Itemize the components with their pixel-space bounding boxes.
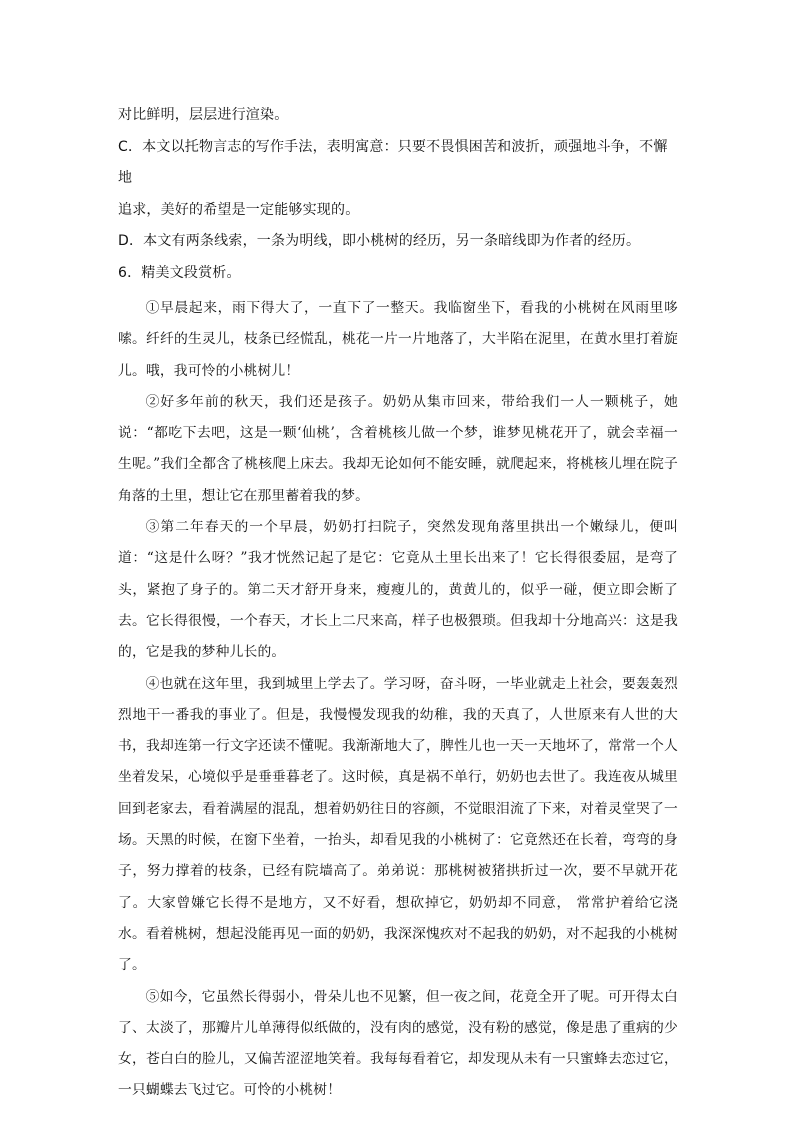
passage-paragraph-2: ②好多年前的秋天，我们还是孩子。奶奶从集市回来，带给我们一人一颗桃子，她说：“都吃下去吧，这是一颗‘仙桃’，含着桃核儿做一个梦，谁梦见桃花开了，就会幸福一生呢。”我们全都含了桃核爬上床去。我却无论如何不能安睡，就爬起来，将桃核儿埋在院子角落的土里，想让它在那里蓄着我的梦。 xyxy=(118,393,678,504)
document-content xyxy=(118,100,678,1107)
option-c-line-2: 追求，美好的希望是一定能够实现的。 xyxy=(118,201,360,218)
question-6-heading: 6．精美文段赏析。 xyxy=(118,264,241,281)
option-c-line-1: C．本文以托物言志的写作手法，表明寓意：只要不畏惧困苦和波折，顽强地斗争，不懈地 xyxy=(118,138,668,186)
passage-paragraph-3: ③第二年春天的一个早晨，奶奶打扫院子，突然发现角落里拱出一个嫩绿儿，便叫道：“这是什么呀？”我才恍然记起了是它：它竟从土里长出来了！它长得很委屈，是弯了头，紧抱了身子的。第二天才舒开身来，瘦瘦儿的，黄黄儿的，似乎一碰，便立即会断了去。它长得很慢，一个春天，才长上二尺来高，样子也极猥琐。但我却十分地高兴：这是我的，它是我的梦种儿长的。 xyxy=(118,519,678,661)
option-d-line: D．本文有两条线索，一条为明线，即小桃树的经历，另一条暗线即为作者的经历。 xyxy=(118,233,641,249)
text-line-1: 对比鲜明，层层进行渲染。 xyxy=(118,107,289,123)
passage-paragraph-1: ①早晨起来，雨下得大了，一直下了一整天。我临窗坐下，看我的小桃树在风雨里哆嗦。纤纤的生灵儿，枝条已经慌乱，桃花一片一片地落了，大半陷在泥里，在黄水里打着旋儿。哦，我可怜的小桃树儿！ xyxy=(118,300,678,379)
passage-paragraph-5: ⑤如今，它虽然长得弱小，骨朵儿也不见繁，但一夜之间，花竟全开了呢。可开得太白了、太淡了，那瓣片儿单薄得似纸做的，没有肉的感觉，没有粉的感觉，像是患了重病的少女，苍白白的脸儿，又偏苦涩涩地笑着。我每每看着它，却发现从未有一只蜜蜂去恋过它，一只蝴蝶去飞过它。可怜的小桃树！ xyxy=(118,988,678,1099)
reading-passage xyxy=(118,293,678,1107)
passage-paragraph-4: ④也就在这年里，我到城里上学去了。学习呀，奋斗呀，一毕业就走上社会，要轰轰烈烈地干一番我的事业了。但是，我慢慢发现我的幼稚，我的天真了，人世原来有人世的大书，我却连第一行文字还读不懂呢。我渐渐地大了，脾性儿也一天一天地坏了，常常一个人坐着发呆，心境似乎是垂垂暮老了。这时候，真是祸不单行，奶奶也去世了。我连夜从城里回到老家去，看着满屋的混乱，想着奶奶往日的容颜，不觉眼泪流了下来，对着灵堂哭了一场。天黑的时候，在窗下坐着，一抬头，却看见我的小桃树了：它竟然还在长着，弯弯的身子，努力撑着的枝条，已经有院墙高了。弟弟说：那桃树被猪拱折过一次，要不早就开花了。大家曾嫌它长得不是地方，又不好看，想砍掉它，奶奶却不同意， 常常护着给它浇水。看着桃树，想起没能再见一面的奶奶，我深深愧疚对不起我的奶奶，对不起我的小桃树了。 xyxy=(118,675,678,974)
